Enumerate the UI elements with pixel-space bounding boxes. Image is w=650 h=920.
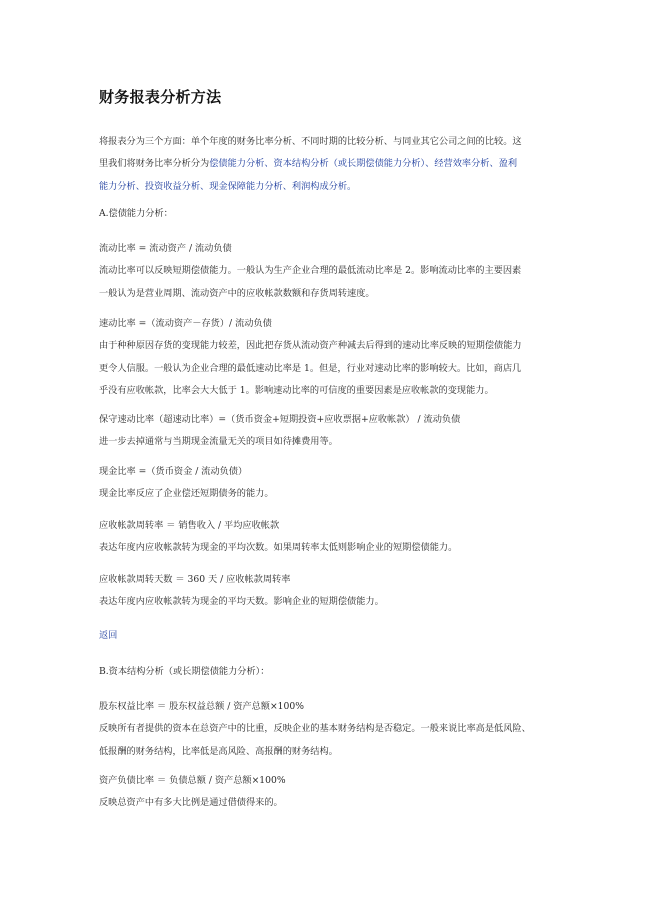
- receivable-days-formula: 应收帐款周转天数 ＝ 360 天 / 应收帐款周转率: [99, 574, 291, 585]
- equity-ratio-formula: 股东权益比率 ＝ 股东权益总额 / 资产总额×100%: [99, 701, 304, 712]
- page-title: 财务报表分析方法: [99, 88, 222, 106]
- receivable-turnover-desc-1: 表达年度内应收帐款转为现金的平均次数。如果周转率太低则影响企业的短期偿债能力。: [99, 542, 458, 554]
- debt-ratio-formula: 资产负债比率 ＝ 负债总额 / 资产总额×100%: [99, 775, 286, 786]
- quick-ratio-desc-2: 更令人信服。一般认为企业合理的最低速动比率是 1。但是，行业对速动比率的影响较大。比如，商店几: [99, 362, 522, 374]
- analysis-categories-link-2[interactable]: 能力分析、投资收益分析、现金保障能力分析、利润构成分析。: [99, 180, 357, 192]
- intro-line-1: 将报表分为三个方面：单个年度的财务比率分析、不同时期的比较分析、与同业其它公司之间的比较。这: [99, 136, 522, 147]
- receivable-turnover-formula: 应收帐款周转率 ＝ 销售收入 / 平均应收帐款: [99, 520, 280, 531]
- receivable-days-block: [99, 569, 569, 614]
- receivable-turnover-block: [99, 515, 569, 560]
- receivable-days-desc-1: 表达年度内应收帐款转为现金的平均天数。影响企业的短期偿债能力。: [99, 596, 384, 608]
- current-ratio-block: [99, 238, 569, 305]
- quick-ratio-block: [99, 313, 569, 403]
- cash-ratio-block: [99, 461, 569, 506]
- back-link[interactable]: 返回: [99, 630, 118, 641]
- conservative-quick-ratio-block: [99, 409, 569, 454]
- quick-ratio-desc-3: 乎没有应收帐款，比率会大大低于 1。影响速动比率的可信度的重要因素是应收帐款的变现能力。: [99, 385, 494, 397]
- intro-line-2: [99, 153, 569, 175]
- debt-ratio-desc-1: 反映总资产中有多大比例是通过借债得来的。: [99, 797, 283, 809]
- section-a-heading: A.偿债能力分析：: [99, 208, 173, 219]
- intro-paragraph: [99, 131, 569, 198]
- analysis-categories-link-1[interactable]: 偿债能力分析、资本结构分析（或长期偿债能力分析）、经营效率分析、盈利: [209, 158, 518, 170]
- equity-ratio-desc-1: 反映所有者提供的资本在总资产中的比重，反映企业的基本财务结构是否稳定。一般来说比率高是低风险、: [99, 723, 531, 735]
- equity-ratio-desc-2: 低报酬的财务结构，比率低是高风险、高报酬的财务结构。: [99, 745, 338, 757]
- current-ratio-desc-2: 一般认为是营业周期、流动资产中的应收帐款数额和存货周转速度。: [99, 287, 375, 299]
- section-b-heading: B.资本结构分析（或长期偿债能力分析）：: [99, 666, 270, 677]
- cash-ratio-formula: 现金比率 =（货币资金 / 流动负债）: [99, 466, 248, 477]
- debt-ratio-block: [99, 770, 569, 815]
- quick-ratio-desc-1: 由于种种原因存货的变现能力较差，因此把存货从流动资产种减去后得到的速动比率反映的短期偿债能力: [99, 340, 522, 352]
- cash-ratio-desc-1: 现金比率反应了企业偿还短期债务的能力。: [99, 488, 274, 500]
- current-ratio-desc-1: 流动比率可以反映短期偿债能力。一般认为生产企业合理的最低流动比率是 2。影响流动比率的主要因素: [99, 265, 522, 277]
- current-ratio-formula: 流动比率 = 流动资产 / 流动负债: [99, 243, 232, 254]
- quick-ratio-formula: 速动比率 =（流动资产－存货）/ 流动负债: [99, 318, 272, 329]
- conservative-quick-ratio-desc-1: 进一步去掉通常与当期现金流量无关的项目如待摊费用等。: [99, 436, 338, 448]
- equity-ratio-block: [99, 696, 569, 763]
- intro-line-2-text: 里我们将财务比率分析分为: [99, 158, 210, 170]
- conservative-quick-ratio-formula: 保守速动比率（超速动比率）=（货币资金+短期投资+应收票据+应收帐款） / 流动负债: [99, 414, 461, 425]
